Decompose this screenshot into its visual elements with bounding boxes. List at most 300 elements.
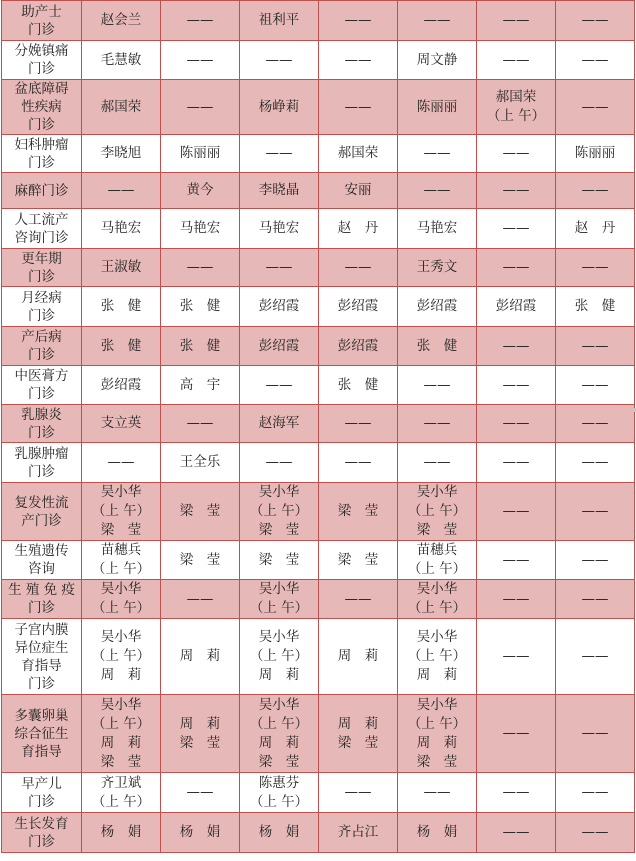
- clinic-name-line: 咨询门诊: [14, 229, 69, 246]
- empty-dash: ——: [502, 454, 530, 470]
- schedule-cell: [161, 41, 240, 80]
- clinic-name-line: 盆底障碍: [14, 81, 69, 97]
- clinic-name-line: 复发性流: [14, 494, 69, 511]
- clinic-name-cell: [2, 813, 82, 853]
- clinic-name-cell: [2, 580, 82, 619]
- clinic-name-cell: [2, 366, 82, 405]
- schedule-cell: [82, 41, 161, 80]
- doctor-entry: 吴小华: [416, 484, 458, 500]
- doctor-entry: 马艳宏: [416, 220, 458, 236]
- clinic-name-cell: [2, 80, 82, 135]
- doctor-entry: 周 莉: [100, 734, 142, 751]
- schedule-cell: [398, 619, 477, 695]
- empty-dash: ——: [581, 824, 609, 840]
- empty-dash: ——: [502, 376, 530, 393]
- schedule-cell: [319, 443, 398, 483]
- schedule-cell: [319, 366, 398, 405]
- clinic-name-cell: [2, 443, 82, 483]
- schedule-cell: [319, 287, 398, 327]
- empty-dash: ——: [265, 376, 293, 393]
- empty-dash: ——: [581, 784, 609, 800]
- schedule-cell: [161, 483, 240, 541]
- doctor-entry: 吴小华: [258, 581, 300, 597]
- schedule-cell: [556, 173, 635, 209]
- doctor-entry: （上 午）: [91, 600, 151, 616]
- schedule-cell: [240, 366, 319, 405]
- clinic-name-line: 乳腺炎: [21, 406, 62, 423]
- schedule-cell: [240, 80, 319, 135]
- empty-dash: ——: [344, 415, 372, 431]
- empty-dash: ——: [186, 98, 214, 115]
- schedule-cell: [82, 135, 161, 173]
- schedule-cell: [161, 135, 240, 173]
- clinic-name-line: 异位症生: [14, 639, 69, 656]
- doctor-entry: 祖利平: [258, 12, 300, 28]
- empty-dash: ——: [502, 551, 530, 568]
- empty-dash: ——: [186, 415, 214, 431]
- schedule-cell: [398, 135, 477, 173]
- empty-dash: ——: [107, 182, 135, 198]
- schedule-cell: [161, 1, 240, 41]
- doctor-entry: 吴小华: [100, 581, 142, 597]
- schedule-cell: [82, 80, 161, 135]
- doctor-entry: 梁 莹: [258, 753, 300, 770]
- doctor-entry: 王秀文: [416, 259, 458, 275]
- clinic-name-line: 早产儿: [21, 775, 62, 792]
- schedule-cell: [398, 443, 477, 483]
- schedule-cell: [82, 327, 161, 366]
- clinic-name-line: 门诊: [28, 463, 55, 480]
- empty-dash: ——: [581, 12, 609, 28]
- empty-dash: ——: [423, 454, 451, 470]
- empty-dash: ——: [423, 784, 451, 800]
- clinic-name-line: 门诊: [28, 833, 55, 850]
- empty-dash: ——: [344, 454, 372, 470]
- schedule-cell: [161, 813, 240, 853]
- doctor-entry: 吴小华: [100, 696, 142, 713]
- empty-dash: ——: [344, 98, 372, 115]
- schedule-cell: [319, 80, 398, 135]
- schedule-cell: [398, 813, 477, 853]
- schedule-row: [2, 80, 635, 135]
- schedule-cell: [556, 80, 635, 135]
- schedule-cell: [240, 173, 319, 209]
- doctor-entry: 吴小华: [258, 484, 300, 500]
- doctor-entry: 苗穗兵: [416, 542, 458, 558]
- clinic-name-line: 生殖遗传: [14, 543, 69, 559]
- empty-dash: ——: [502, 415, 530, 431]
- doctor-entry: 彭绍霞: [416, 298, 458, 314]
- schedule-cell: [240, 405, 319, 443]
- schedule-cell: [556, 541, 635, 580]
- empty-dash: ——: [186, 590, 214, 607]
- doctor-entry: 彭绍霞: [258, 298, 300, 314]
- clinic-name-line: 门诊: [28, 61, 55, 77]
- schedule-cell: [477, 619, 556, 695]
- clinic-name-line: 门诊: [28, 675, 55, 692]
- schedule-cell: [240, 41, 319, 80]
- schedule-cell: [161, 619, 240, 695]
- clinic-name-line: 门诊: [28, 424, 55, 441]
- schedule-cell: [82, 249, 161, 287]
- schedule-row: [2, 695, 635, 773]
- schedule-row: [2, 173, 635, 209]
- schedule-cell: [556, 287, 635, 327]
- schedule-cell: [556, 249, 635, 287]
- schedule-cell: [82, 580, 161, 619]
- clinic-name-cell: [2, 173, 82, 209]
- schedule-cell: [477, 135, 556, 173]
- doctor-entry: 彭绍霞: [337, 337, 379, 354]
- clinic-name-cell: [2, 135, 82, 173]
- schedule-cell: [161, 541, 240, 580]
- schedule-row: [2, 443, 635, 483]
- doctor-entry: 杨 娟: [258, 824, 300, 840]
- schedule-cell: [556, 483, 635, 541]
- doctor-entry: 张 健: [574, 298, 616, 314]
- doctor-entry: 郝国荣: [337, 145, 379, 161]
- schedule-row: [2, 541, 635, 580]
- clinic-name-line: 育指导: [21, 657, 62, 674]
- schedule-cell: [161, 209, 240, 249]
- doctor-entry: （上 午）: [91, 715, 151, 732]
- schedule-cell: [319, 773, 398, 813]
- clinic-name-line: 乳腺肿瘤: [14, 445, 69, 462]
- empty-dash: ——: [502, 182, 530, 198]
- schedule-cell: [161, 327, 240, 366]
- schedule-cell: [477, 1, 556, 41]
- doctor-entry: 周 莉: [258, 667, 300, 683]
- empty-dash: ——: [186, 259, 214, 275]
- empty-dash: ——: [581, 337, 609, 354]
- schedule-cell: [398, 773, 477, 813]
- empty-dash: ——: [502, 784, 530, 800]
- doctor-entry: 杨 娟: [416, 824, 458, 840]
- empty-dash: ——: [423, 376, 451, 393]
- doctor-entry: 周 莉: [258, 734, 300, 751]
- doctor-entry: 杨 娟: [100, 824, 142, 840]
- schedule-cell: [556, 695, 635, 773]
- doctor-entry: 李晓旭: [100, 145, 142, 161]
- empty-dash: ——: [265, 145, 293, 161]
- doctor-entry: 高 宇: [179, 376, 221, 393]
- doctor-entry: （上 午）: [407, 561, 467, 577]
- clinic-name-cell: [2, 1, 82, 41]
- schedule-cell: [477, 80, 556, 135]
- schedule-row: [2, 366, 635, 405]
- schedule-cell: [319, 619, 398, 695]
- empty-dash: ——: [423, 145, 451, 161]
- clinic-name-line: 子宫内膜: [14, 621, 69, 638]
- empty-dash: ——: [502, 503, 530, 519]
- empty-dash: ——: [502, 259, 530, 275]
- schedule-cell: [82, 287, 161, 327]
- schedule-cell: [82, 619, 161, 695]
- schedule-cell: [556, 135, 635, 173]
- schedule-cell: [82, 483, 161, 541]
- doctor-entry: 吴小华: [258, 696, 300, 713]
- clinic-name-line: 门诊: [28, 154, 55, 171]
- doctor-entry: 周 莉: [337, 648, 379, 664]
- doctor-entry: 张 健: [179, 337, 221, 354]
- schedule-cell: [556, 327, 635, 366]
- empty-dash: ——: [186, 51, 214, 68]
- doctor-entry: 张 健: [100, 337, 142, 354]
- empty-dash: ——: [502, 220, 530, 236]
- doctor-entry: 吴小华: [416, 696, 458, 713]
- doctor-entry: （上 午）: [249, 648, 309, 664]
- doctor-entry: 杨 娟: [179, 824, 221, 840]
- schedule-cell: [556, 366, 635, 405]
- clinic-name-line: 门诊: [28, 347, 55, 363]
- clinic-name-line: 分娩镇痛: [14, 43, 69, 59]
- schedule-cell: [556, 813, 635, 853]
- schedule-row: [2, 619, 635, 695]
- clinic-name-line: 门诊: [28, 21, 55, 38]
- schedule-cell: [398, 366, 477, 405]
- schedule-cell: [398, 580, 477, 619]
- doctor-entry: 梁 莹: [100, 753, 142, 770]
- doctor-entry: 梁 莹: [416, 522, 458, 538]
- clinic-name-cell: [2, 483, 82, 541]
- schedule-cell: [240, 1, 319, 41]
- schedule-cell: [240, 541, 319, 580]
- doctor-entry: 梁 莹: [179, 551, 221, 568]
- schedule-cell: [319, 327, 398, 366]
- schedule-cell: [319, 813, 398, 853]
- doctor-entry: 赵 丹: [574, 220, 616, 236]
- schedule-cell: [556, 209, 635, 249]
- schedule-cell: [319, 541, 398, 580]
- schedule-cell: [319, 1, 398, 41]
- schedule-cell: [82, 405, 161, 443]
- schedule-cell: [240, 580, 319, 619]
- doctor-entry: 梁 莹: [100, 522, 142, 538]
- doctor-entry: （上 午）: [486, 108, 546, 124]
- doctor-entry: 彭绍霞: [258, 337, 300, 354]
- doctor-entry: 苗穗兵: [100, 542, 142, 558]
- empty-dash: ——: [344, 784, 372, 800]
- clinic-name-line: 育指导: [21, 743, 62, 760]
- empty-dash: ——: [581, 415, 609, 431]
- doctor-entry: （上 午）: [91, 793, 151, 810]
- schedule-cell: [161, 695, 240, 773]
- doctor-entry: 吴小华: [258, 629, 300, 645]
- schedule-cell: [161, 249, 240, 287]
- doctor-entry: （上 午）: [249, 600, 309, 616]
- schedule-cell: [398, 483, 477, 541]
- clinic-schedule-table: [1, 0, 635, 853]
- schedule-cell: [477, 813, 556, 853]
- doctor-entry: 张 健: [416, 337, 458, 354]
- schedule-cell: [82, 695, 161, 773]
- schedule-cell: [161, 173, 240, 209]
- doctor-entry: 黄今: [186, 182, 214, 198]
- schedule-cell: [477, 405, 556, 443]
- doctor-entry: （上 午）: [91, 648, 151, 664]
- clinic-name-line: 门诊: [28, 793, 55, 810]
- doctor-entry: 周 莉: [416, 734, 458, 751]
- schedule-cell: [240, 249, 319, 287]
- schedule-cell: [82, 541, 161, 580]
- schedule-cell: [319, 580, 398, 619]
- schedule-cell: [398, 405, 477, 443]
- schedule-cell: [240, 695, 319, 773]
- schedule-cell: [161, 366, 240, 405]
- schedule-row: [2, 483, 635, 541]
- schedule-cell: [477, 287, 556, 327]
- doctor-entry: 彭绍霞: [337, 298, 379, 314]
- clinic-name-cell: [2, 249, 82, 287]
- schedule-cell: [319, 135, 398, 173]
- schedule-cell: [398, 41, 477, 80]
- doctor-entry: 周文静: [416, 51, 458, 68]
- schedule-cell: [240, 773, 319, 813]
- schedule-cell: [556, 1, 635, 41]
- empty-dash: ——: [502, 648, 530, 664]
- empty-dash: ——: [344, 259, 372, 275]
- empty-dash: ——: [502, 590, 530, 607]
- doctor-entry: 吴小华: [416, 629, 458, 645]
- schedule-cell: [556, 773, 635, 813]
- empty-dash: ——: [581, 454, 609, 470]
- clinic-name-line: 咨询: [28, 561, 55, 577]
- clinic-name-cell: [2, 405, 82, 443]
- schedule-cell: [477, 41, 556, 80]
- doctor-entry: 吴小华: [100, 629, 142, 645]
- empty-dash: ——: [581, 51, 609, 68]
- doctor-entry: （上 午）: [407, 503, 467, 519]
- schedule-cell: [240, 327, 319, 366]
- schedule-cell: [477, 773, 556, 813]
- clinic-name-cell: [2, 287, 82, 327]
- schedule-cell: [240, 619, 319, 695]
- doctor-entry: 马艳宏: [258, 220, 300, 236]
- doctor-entry: （上 午）: [91, 503, 151, 519]
- schedule-cell: [556, 41, 635, 80]
- empty-dash: ——: [107, 454, 135, 470]
- doctor-entry: 梁 莹: [337, 551, 379, 568]
- schedule-cell: [82, 366, 161, 405]
- schedule-cell: [398, 695, 477, 773]
- schedule-cell: [398, 287, 477, 327]
- doctor-entry: 赵会兰: [100, 12, 142, 28]
- schedule-cell: [82, 443, 161, 483]
- schedule-row: [2, 773, 635, 813]
- empty-dash: ——: [502, 51, 530, 68]
- doctor-entry: 齐卫斌: [100, 774, 142, 791]
- clinic-name-line: 月经病: [21, 289, 62, 306]
- schedule-cell: [240, 287, 319, 327]
- schedule-cell: [319, 173, 398, 209]
- schedule-cell: [398, 327, 477, 366]
- empty-dash: ——: [502, 12, 530, 28]
- doctor-entry: 赵 丹: [337, 220, 379, 236]
- clinic-name-line: 更年期: [21, 250, 62, 267]
- doctor-entry: （上 午）: [249, 503, 309, 519]
- doctor-entry: 马艳宏: [100, 220, 142, 236]
- clinic-name-line: 助产士: [21, 3, 62, 20]
- doctor-entry: 陈丽丽: [179, 145, 221, 161]
- schedule-cell: [477, 541, 556, 580]
- schedule-cell: [556, 443, 635, 483]
- clinic-name-line: 门诊: [28, 600, 55, 616]
- schedule-cell: [161, 443, 240, 483]
- doctor-entry: 吴小华: [416, 581, 458, 597]
- clinic-name-line: 门诊: [28, 268, 55, 285]
- schedule-cell: [477, 483, 556, 541]
- schedule-cell: [477, 580, 556, 619]
- doctor-entry: 郝国荣: [100, 98, 142, 115]
- doctor-entry: 王淑敏: [100, 259, 142, 275]
- doctor-entry: 梁 莹: [179, 734, 221, 751]
- doctor-entry: 李晓晶: [258, 182, 300, 198]
- clinic-name-line: 门诊: [28, 117, 55, 133]
- doctor-entry: 陈惠芬: [258, 774, 300, 791]
- empty-dash: ——: [344, 51, 372, 68]
- clinic-name-cell: [2, 695, 82, 773]
- schedule-cell: [161, 287, 240, 327]
- schedule-cell: [398, 1, 477, 41]
- schedule-row: [2, 405, 635, 443]
- clinic-name-line: 麻醉门诊: [14, 182, 69, 199]
- schedule-row: [2, 1, 635, 41]
- clinic-name-line: 综合征生: [14, 725, 69, 742]
- doctor-entry: （上 午）: [407, 648, 467, 664]
- doctor-entry: 周 莉: [100, 667, 142, 683]
- schedule-cell: [477, 443, 556, 483]
- schedule-cell: [240, 483, 319, 541]
- schedule-cell: [319, 209, 398, 249]
- schedule-cell: [240, 813, 319, 853]
- empty-dash: ——: [581, 725, 609, 741]
- doctor-entry: （上 午）: [407, 600, 467, 616]
- doctor-entry: （上 午）: [249, 793, 309, 810]
- schedule-cell: [398, 541, 477, 580]
- doctor-entry: （上 午）: [91, 561, 151, 577]
- doctor-entry: 梁 莹: [258, 522, 300, 538]
- schedule-cell: [82, 813, 161, 853]
- schedule-row: [2, 287, 635, 327]
- empty-dash: ——: [344, 590, 372, 607]
- empty-dash: ——: [581, 376, 609, 393]
- empty-dash: ——: [423, 415, 451, 431]
- doctor-entry: 张 健: [100, 298, 142, 314]
- doctor-entry: 王全乐: [179, 454, 221, 470]
- doctor-entry: 赵海军: [258, 415, 300, 431]
- doctor-entry: 梁 莹: [416, 753, 458, 770]
- clinic-name-line: 中医膏方: [14, 368, 69, 384]
- clinic-name-line: 产门诊: [21, 512, 62, 529]
- empty-dash: ——: [344, 12, 372, 28]
- doctor-entry: 安丽: [344, 182, 372, 198]
- empty-dash: ——: [581, 503, 609, 519]
- schedule-cell: [477, 209, 556, 249]
- doctor-entry: 周 莉: [337, 715, 379, 732]
- doctor-entry: 齐占江: [337, 824, 379, 840]
- empty-dash: ——: [186, 12, 214, 28]
- empty-dash: ——: [265, 454, 293, 470]
- clinic-name-cell: [2, 619, 82, 695]
- doctor-entry: 陈丽丽: [574, 145, 616, 161]
- clinic-name-line: 生长发育: [14, 815, 69, 832]
- doctor-entry: 马艳宏: [179, 220, 221, 236]
- clinic-name-cell: [2, 541, 82, 580]
- doctor-entry: 张 健: [337, 376, 379, 393]
- schedule-row: [2, 249, 635, 287]
- schedule-cell: [398, 80, 477, 135]
- empty-dash: ——: [581, 259, 609, 275]
